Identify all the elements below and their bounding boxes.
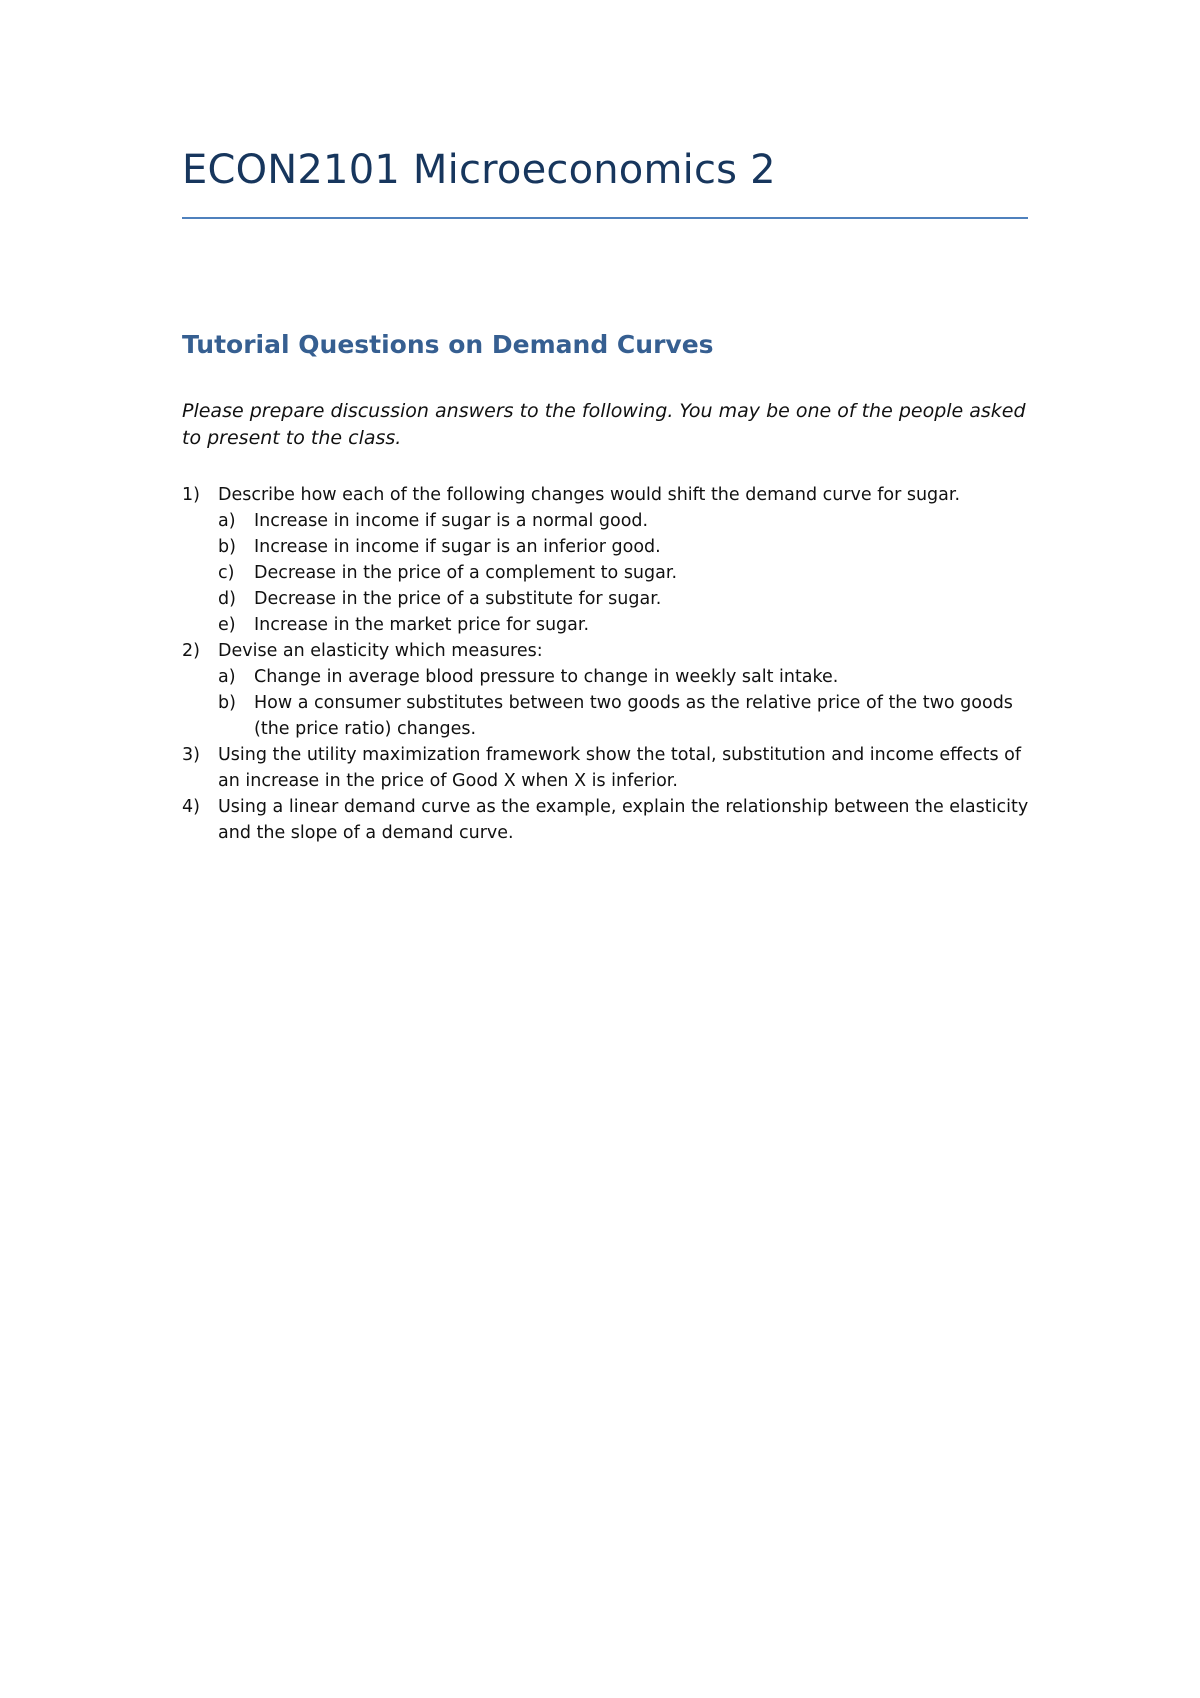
subquestion-text: How a consumer substitutes between two goods as the relative price of the two goods (the price ratio) changes. <box>254 693 1013 739</box>
question-item <box>182 482 1032 638</box>
question-item <box>182 638 1032 742</box>
subquestion-text: Change in average blood pressure to change in weekly salt intake. <box>254 667 839 687</box>
subquestion-text: Increase in income if sugar is a normal good. <box>254 511 649 531</box>
subquestion-list <box>218 508 1032 638</box>
question-number: 1) <box>182 485 200 505</box>
question-item <box>182 742 1032 794</box>
subquestion-item <box>218 612 1032 638</box>
subquestion-item <box>218 664 1032 690</box>
title-underline-rule <box>182 217 1028 219</box>
subquestion-letter: b) <box>218 693 236 713</box>
question-number: 3) <box>182 745 200 765</box>
question-text: Describe how each of the following changes would shift the demand curve for sugar. <box>218 485 961 505</box>
subquestion-list <box>218 664 1032 742</box>
subquestion-item <box>218 508 1032 534</box>
subquestion-text: Decrease in the price of a complement to sugar. <box>254 563 678 583</box>
question-text: Using a linear demand curve as the example, explain the relationship between the elasticity and the slope of a demand curve. <box>218 797 1029 843</box>
question-item <box>182 794 1032 846</box>
subquestion-item <box>218 690 1032 742</box>
subquestion-letter: b) <box>218 537 236 557</box>
subquestion-letter: c) <box>218 563 235 583</box>
question-list <box>182 482 1032 846</box>
subquestion-item <box>218 586 1032 612</box>
question-number: 4) <box>182 797 200 817</box>
intro-paragraph: Please prepare discussion answers to the following. You may be one of the people asked to present to the class. <box>182 400 1026 449</box>
subquestion-letter: a) <box>218 511 236 531</box>
subquestion-letter: a) <box>218 667 236 687</box>
subquestion-item <box>218 534 1032 560</box>
subquestion-text: Increase in the market price for sugar. <box>254 615 590 635</box>
subquestion-text: Decrease in the price of a substitute for sugar. <box>254 589 662 609</box>
subquestion-text: Increase in income if sugar is an inferior good. <box>254 537 661 557</box>
document-title: ECON2101 Microeconomics 2 <box>182 147 776 193</box>
subquestion-letter: d) <box>218 589 236 609</box>
question-number: 2) <box>182 641 200 661</box>
question-text: Using the utility maximization framework show the total, substitution and income effects of an increase in the price of Good X when X is inferior. <box>218 745 1022 791</box>
subquestion-letter: e) <box>218 615 236 635</box>
section-heading: Tutorial Questions on Demand Curves <box>182 330 714 359</box>
question-text: Devise an elasticity which measures: <box>218 641 543 661</box>
subquestion-item <box>218 560 1032 586</box>
